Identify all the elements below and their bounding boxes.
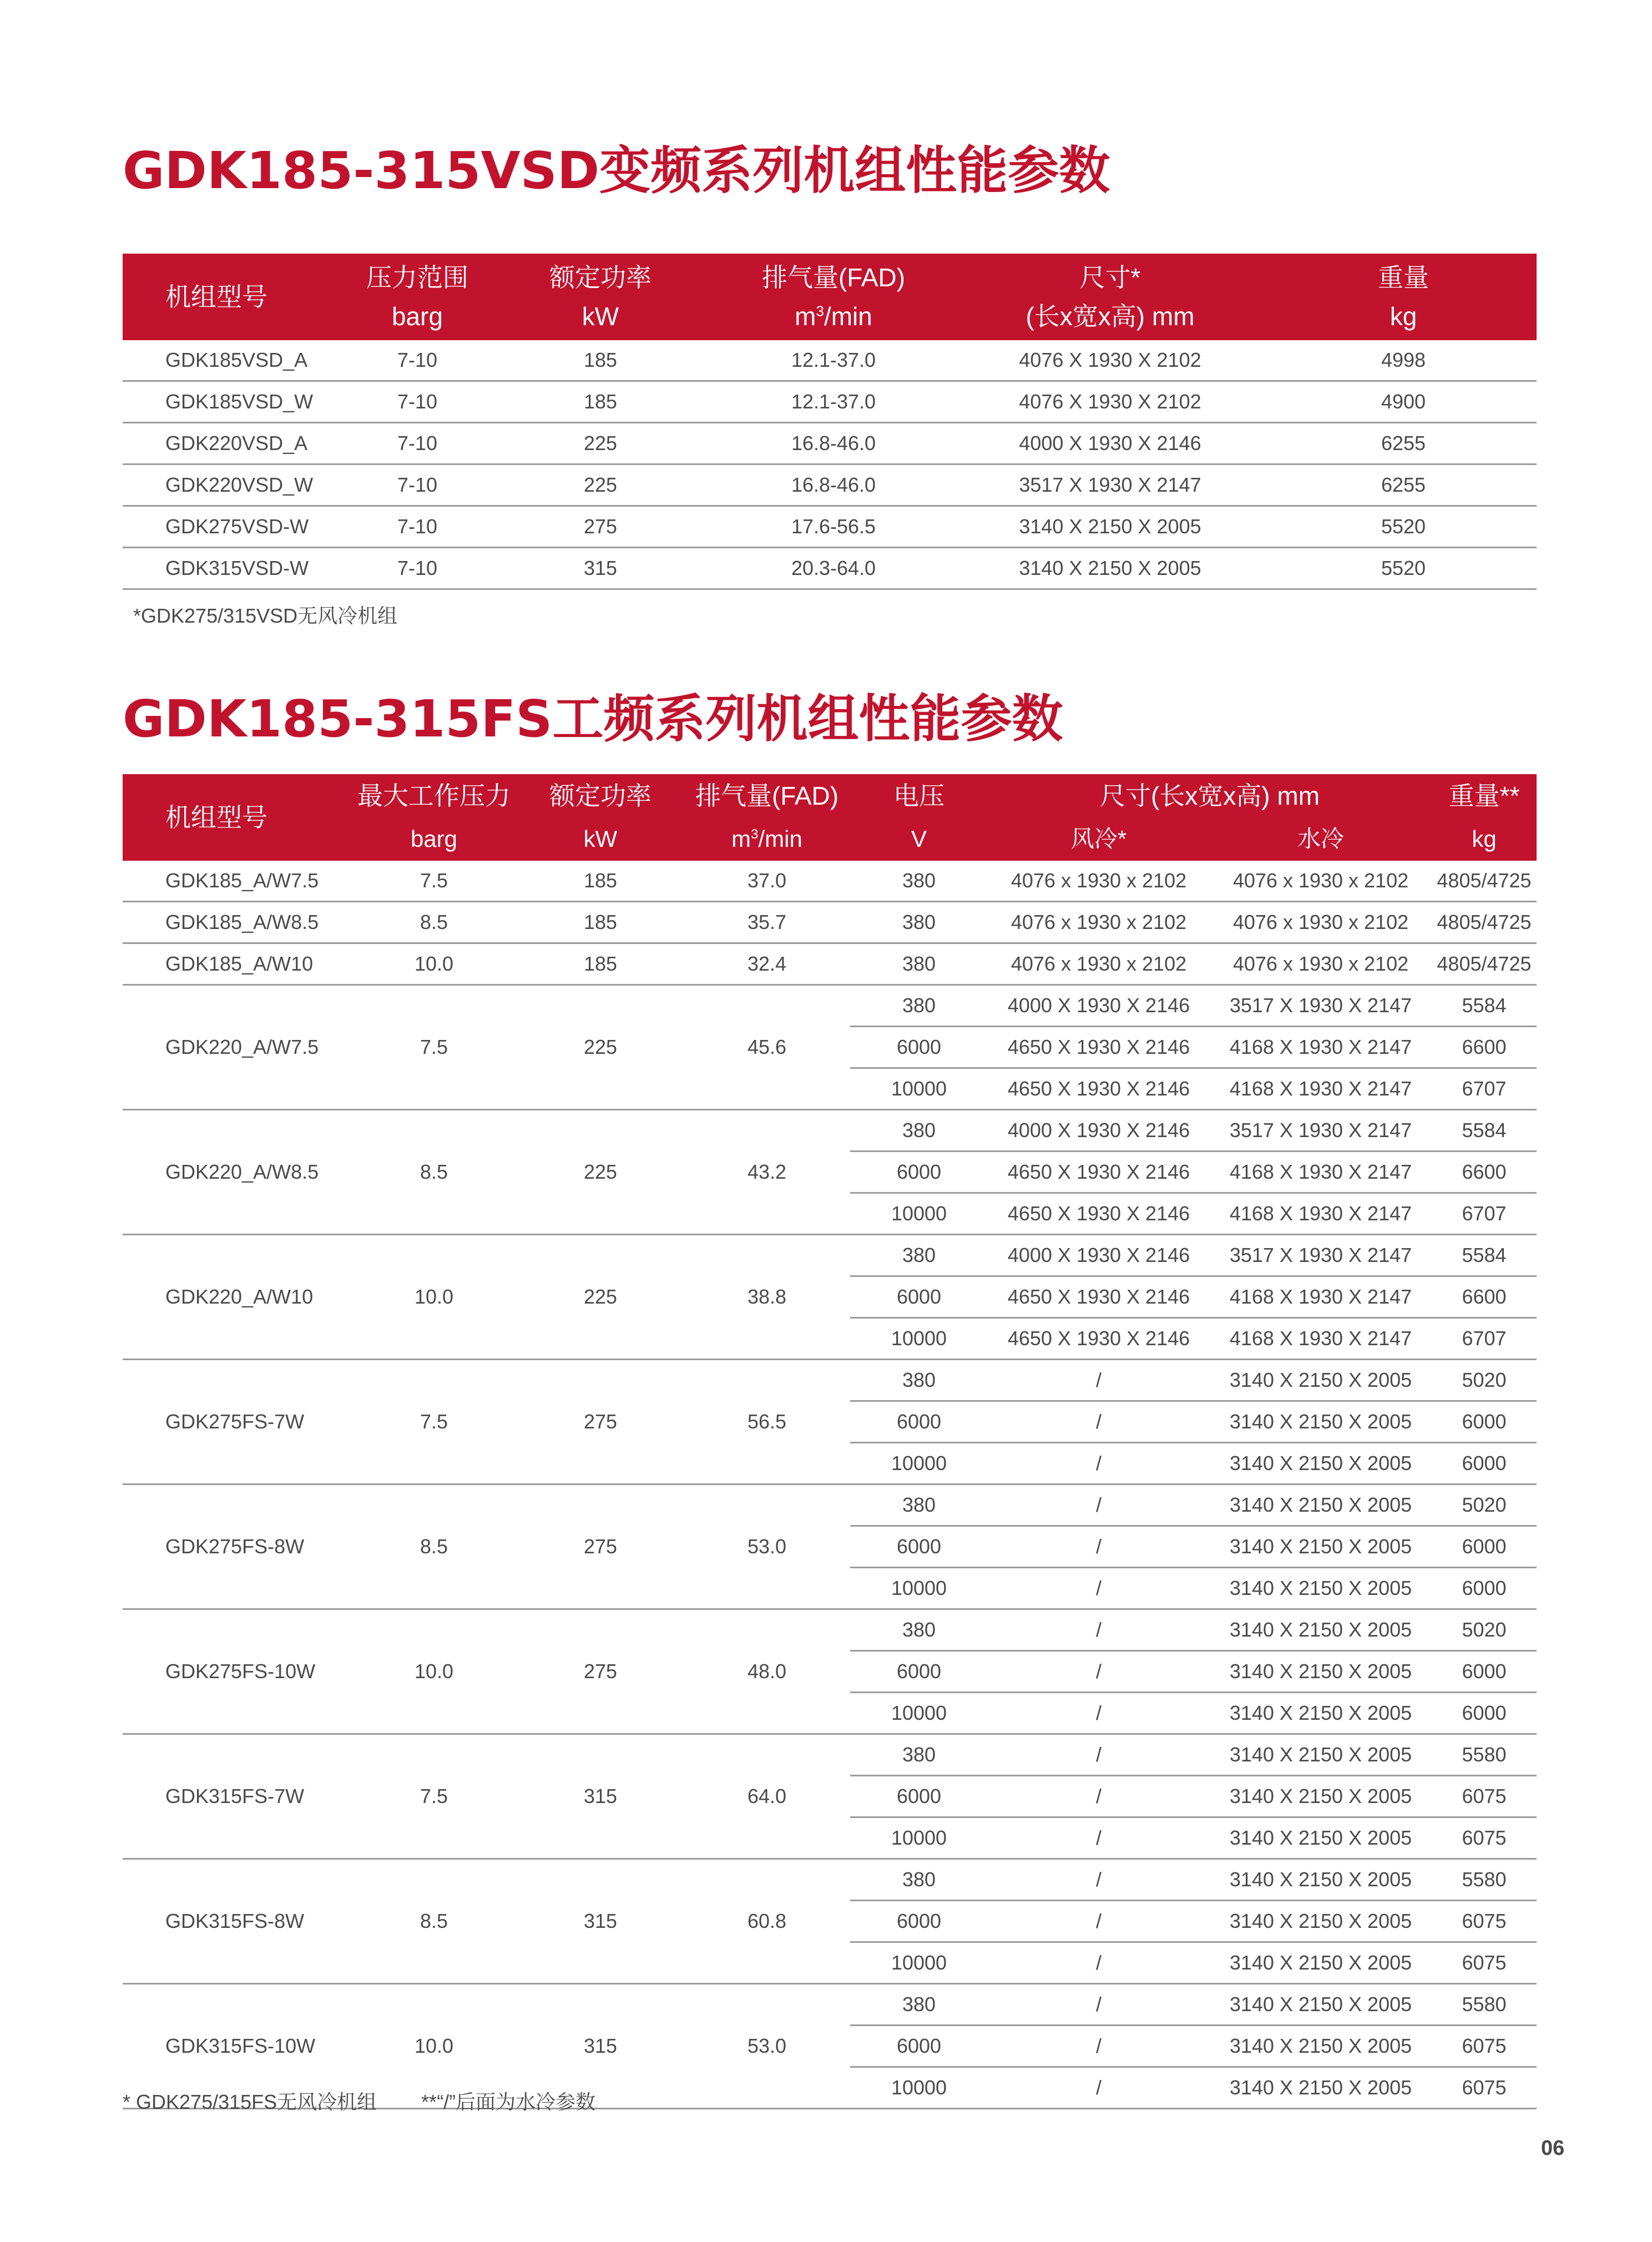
model-cell: GDK220_A/W10 bbox=[123, 1235, 351, 1360]
model-cell: GDK275VSD-W bbox=[123, 506, 351, 548]
model-cell: GDK220VSD_W bbox=[123, 464, 351, 506]
pressure-cell: 7.5 bbox=[351, 985, 517, 1110]
header-weight bbox=[1270, 254, 1537, 340]
weight-cell: 6600 bbox=[1432, 1276, 1537, 1318]
water-size-cell: 4168 X 1930 X 2147 bbox=[1210, 1276, 1432, 1318]
fad-unit-sup: 3 bbox=[751, 827, 759, 842]
water-size-cell: 3140 X 2150 X 2005 bbox=[1210, 1776, 1432, 1817]
weight-cell: 6255 bbox=[1270, 423, 1537, 464]
water-size-cell: 4076 x 1930 x 2102 bbox=[1210, 861, 1432, 902]
water-size-cell: 3140 X 2150 X 2005 bbox=[1210, 1901, 1432, 1942]
model-cell: GDK185_A/W7.5 bbox=[123, 861, 351, 902]
pressure-cell: 8.5 bbox=[351, 1859, 517, 1984]
table-header-row bbox=[123, 254, 1537, 340]
fad-cell: 60.8 bbox=[684, 1859, 850, 1984]
power-cell: 225 bbox=[517, 1235, 684, 1360]
weight-cell: 6000 bbox=[1432, 1526, 1537, 1568]
fs-footnote-2: **“/”后面为水冷参数 bbox=[421, 2090, 596, 2113]
air-size-cell: / bbox=[988, 1817, 1210, 1859]
fad-unit-m: m bbox=[795, 302, 816, 331]
weight-cell: 5020 bbox=[1432, 1360, 1537, 1401]
voltage-cell: 380 bbox=[850, 1360, 988, 1401]
pressure-unit-text: barg bbox=[410, 826, 458, 852]
air-size-cell: 4650 X 1930 X 2146 bbox=[988, 1276, 1210, 1318]
header-size-label: 尺寸* bbox=[1079, 263, 1141, 292]
size-cell: 3517 X 1930 X 2147 bbox=[950, 464, 1270, 506]
header-power-unit: kW bbox=[582, 302, 619, 331]
model-cell: GDK315FS-8W bbox=[123, 1859, 351, 1984]
water-size-cell: 4168 X 1930 X 2147 bbox=[1210, 1152, 1432, 1193]
table-row bbox=[123, 1984, 1537, 2026]
voltage-cell: 6000 bbox=[850, 1651, 988, 1693]
table-row bbox=[123, 1609, 1537, 1651]
weight-cell: 6075 bbox=[1432, 1942, 1537, 1984]
pressure-cell: 10.0 bbox=[351, 943, 517, 985]
header-air-cooled bbox=[988, 817, 1210, 861]
air-size-cell: / bbox=[988, 1942, 1210, 1984]
water-size-cell: 3140 X 2150 X 2005 bbox=[1210, 1942, 1432, 1984]
header-water-cooled bbox=[1210, 817, 1432, 861]
vsd-table-body bbox=[123, 340, 1537, 589]
power-cell: 315 bbox=[484, 548, 717, 589]
power-cell: 275 bbox=[517, 1360, 684, 1484]
table-row bbox=[123, 548, 1537, 589]
weight-cell: 6707 bbox=[1432, 1318, 1537, 1360]
table-header-row bbox=[123, 774, 1537, 817]
voltage-cell: 380 bbox=[850, 1235, 988, 1276]
pressure-cell: 8.5 bbox=[351, 1110, 517, 1235]
pressure-cell: 7-10 bbox=[351, 548, 484, 589]
air-size-cell: / bbox=[988, 1526, 1210, 1568]
table-row bbox=[123, 1859, 1537, 1901]
water-size-cell: 3140 X 2150 X 2005 bbox=[1210, 1651, 1432, 1693]
water-size-cell: 4168 X 1930 X 2147 bbox=[1210, 1193, 1432, 1235]
fad-cell: 16.8-46.0 bbox=[717, 464, 950, 506]
table-row bbox=[123, 506, 1537, 548]
model-cell: GDK220VSD_A bbox=[123, 423, 351, 464]
model-cell: GDK185_A/W10 bbox=[123, 943, 351, 985]
table-row bbox=[123, 902, 1537, 943]
voltage-cell: 6000 bbox=[850, 1276, 988, 1318]
water-size-cell: 3140 X 2150 X 2005 bbox=[1210, 1568, 1432, 1609]
air-size-cell: / bbox=[988, 1609, 1210, 1651]
size-cell: 4076 X 1930 X 2102 bbox=[950, 340, 1270, 381]
fad-cell: 48.0 bbox=[684, 1609, 850, 1734]
voltage-cell: 380 bbox=[850, 902, 988, 943]
air-size-cell: / bbox=[988, 1484, 1210, 1526]
voltage-cell: 380 bbox=[850, 861, 988, 902]
water-size-cell: 3140 X 2150 X 2005 bbox=[1210, 1734, 1432, 1776]
power-cell: 225 bbox=[517, 1110, 684, 1235]
weight-cell: 5580 bbox=[1432, 1984, 1537, 2026]
power-cell: 315 bbox=[517, 1984, 684, 2109]
weight-cell: 6075 bbox=[1432, 1817, 1537, 1859]
voltage-cell: 10000 bbox=[850, 1318, 988, 1360]
voltage-cell: 380 bbox=[850, 943, 988, 985]
model-cell: GDK315VSD-W bbox=[123, 548, 351, 589]
fad-cell: 53.0 bbox=[684, 1484, 850, 1609]
weight-cell: 6000 bbox=[1432, 1568, 1537, 1609]
power-cell: 315 bbox=[517, 1859, 684, 1984]
fad-cell: 45.6 bbox=[684, 985, 850, 1110]
weight-cell: 6707 bbox=[1432, 1193, 1537, 1235]
power-cell: 185 bbox=[517, 902, 684, 943]
power-unit-text: kW bbox=[583, 826, 618, 852]
water-size-cell: 3517 X 1930 X 2147 bbox=[1210, 1235, 1432, 1276]
header-fad bbox=[717, 254, 950, 340]
voltage-cell: 10000 bbox=[850, 2067, 988, 2109]
power-cell: 185 bbox=[484, 340, 717, 381]
table-row bbox=[123, 340, 1537, 381]
header-size-unit: (长x宽x高) mm bbox=[1025, 302, 1195, 331]
weight-cell: 6075 bbox=[1432, 2067, 1537, 2109]
water-size-cell: 3517 X 1930 X 2147 bbox=[1210, 1110, 1432, 1152]
table-row bbox=[123, 1235, 1537, 1276]
voltage-cell: 10000 bbox=[850, 1193, 988, 1235]
air-size-cell: 4076 x 1930 x 2102 bbox=[988, 943, 1210, 985]
weight-cell: 4900 bbox=[1270, 381, 1537, 423]
page-number: 06 bbox=[1541, 2137, 1565, 2160]
water-size-cell: 4076 x 1930 x 2102 bbox=[1210, 902, 1432, 943]
weight-cell: 5580 bbox=[1432, 1859, 1537, 1901]
voltage-cell: 10000 bbox=[850, 1443, 988, 1484]
header-pressure-unit: barg bbox=[391, 302, 443, 331]
voltage-cell: 380 bbox=[850, 985, 988, 1027]
header-power bbox=[484, 254, 717, 340]
fad-cell: 32.4 bbox=[684, 943, 850, 985]
pressure-cell: 7.5 bbox=[351, 1360, 517, 1484]
header-pressure-label: 压力范围 bbox=[366, 263, 468, 292]
water-size-cell: 3140 X 2150 X 2005 bbox=[1210, 1401, 1432, 1443]
voltage-unit-text: V bbox=[911, 826, 927, 852]
header-voltage-unit bbox=[850, 817, 988, 861]
fad-unit-min: /min bbox=[758, 826, 802, 852]
fad-unit-text bbox=[684, 820, 850, 859]
voltage-cell: 10000 bbox=[850, 1817, 988, 1859]
air-size-cell: / bbox=[988, 1568, 1210, 1609]
pressure-cell: 7.5 bbox=[351, 1734, 517, 1859]
pressure-cell: 10.0 bbox=[351, 1609, 517, 1734]
air-size-cell: 4650 X 1930 X 2146 bbox=[988, 1193, 1210, 1235]
pressure-cell: 8.5 bbox=[351, 1484, 517, 1609]
weight-cell: 6000 bbox=[1432, 1443, 1537, 1484]
water-size-cell: 3140 X 2150 X 2005 bbox=[1210, 1693, 1432, 1734]
size-cell: 3140 X 2150 X 2005 bbox=[950, 506, 1270, 548]
water-size-cell: 3140 X 2150 X 2005 bbox=[1210, 1984, 1432, 2026]
table-row bbox=[123, 381, 1537, 423]
model-cell: GDK220_A/W8.5 bbox=[123, 1110, 351, 1235]
voltage-cell: 6000 bbox=[850, 1526, 988, 1568]
water-size-cell: 4168 X 1930 X 2147 bbox=[1210, 1027, 1432, 1068]
voltage-cell: 6000 bbox=[850, 1027, 988, 1068]
model-cell: GDK275FS-8W bbox=[123, 1484, 351, 1609]
power-cell: 225 bbox=[484, 423, 717, 464]
header-power-unit bbox=[517, 817, 684, 861]
model-cell: GDK220_A/W7.5 bbox=[123, 985, 351, 1110]
size-cell: 4000 X 1930 X 2146 bbox=[950, 423, 1270, 464]
model-cell: GDK185VSD_W bbox=[123, 381, 351, 423]
power-cell: 275 bbox=[484, 506, 717, 548]
air-size-cell: / bbox=[988, 1901, 1210, 1942]
air-size-cell: 4650 X 1930 X 2146 bbox=[988, 1152, 1210, 1193]
weight-cell: 6600 bbox=[1432, 1152, 1537, 1193]
air-size-cell: 4650 X 1930 X 2146 bbox=[988, 1068, 1210, 1110]
table-row bbox=[123, 423, 1537, 464]
fad-cell: 56.5 bbox=[684, 1360, 850, 1484]
table-row bbox=[123, 943, 1537, 985]
fad-cell: 43.2 bbox=[684, 1110, 850, 1235]
fad-cell: 37.0 bbox=[684, 861, 850, 902]
pressure-cell: 7.5 bbox=[351, 861, 517, 902]
pressure-cell: 7-10 bbox=[351, 506, 484, 548]
vsd-footnote: *GDK275/315VSD无风冷机组 bbox=[133, 604, 398, 627]
table-row bbox=[123, 861, 1537, 902]
air-size-cell: / bbox=[988, 1859, 1210, 1901]
header-model: 机组型号 bbox=[123, 774, 351, 861]
fs-footnote-1: * GDK275/315FS无风冷机组 bbox=[123, 2090, 377, 2113]
voltage-cell: 380 bbox=[850, 1609, 988, 1651]
power-cell: 185 bbox=[484, 381, 717, 423]
weight-cell: 4805/4725 bbox=[1432, 902, 1537, 943]
voltage-cell: 380 bbox=[850, 1484, 988, 1526]
water-size-cell: 3140 X 2150 X 2005 bbox=[1210, 2067, 1432, 2109]
air-size-cell: / bbox=[988, 2067, 1210, 2109]
header-weight-unit bbox=[1432, 817, 1537, 861]
fad-unit-sup: 3 bbox=[816, 302, 824, 320]
fad-cell: 12.1-37.0 bbox=[717, 381, 950, 423]
fs-spec-table bbox=[123, 774, 1537, 2109]
weight-cell: 6075 bbox=[1432, 1776, 1537, 1817]
fad-cell: 35.7 bbox=[684, 902, 850, 943]
voltage-cell: 10000 bbox=[850, 1693, 988, 1734]
header-weight-unit: kg bbox=[1390, 302, 1417, 331]
voltage-cell: 380 bbox=[850, 1984, 988, 2026]
power-cell: 315 bbox=[517, 1734, 684, 1859]
power-cell: 185 bbox=[517, 943, 684, 985]
water-size-cell: 3140 X 2150 X 2005 bbox=[1210, 1484, 1432, 1526]
model-cell: GDK185VSD_A bbox=[123, 340, 351, 381]
header-fad-unit bbox=[717, 297, 950, 336]
weight-cell: 4998 bbox=[1270, 340, 1537, 381]
weight-cell: 6707 bbox=[1432, 1068, 1537, 1110]
water-size-cell: 3140 X 2150 X 2005 bbox=[1210, 1360, 1432, 1401]
header-pressure bbox=[351, 254, 484, 340]
model-cell: GDK185_A/W8.5 bbox=[123, 902, 351, 943]
voltage-cell: 6000 bbox=[850, 1901, 988, 1942]
air-size-cell: / bbox=[988, 1693, 1210, 1734]
header-weight-label: 重量 bbox=[1378, 263, 1429, 292]
fad-cell: 12.1-37.0 bbox=[717, 340, 950, 381]
air-size-cell: / bbox=[988, 1401, 1210, 1443]
header-pressure: 最大工作压力 bbox=[351, 774, 517, 817]
header-weight: 重量** bbox=[1432, 774, 1537, 817]
power-cell: 275 bbox=[517, 1609, 684, 1734]
table-row bbox=[123, 1484, 1537, 1526]
table-row bbox=[123, 1734, 1537, 1776]
water-size-cell: 3517 X 1930 X 2147 bbox=[1210, 985, 1432, 1027]
water-size-cell: 3140 X 2150 X 2005 bbox=[1210, 1443, 1432, 1484]
header-size bbox=[950, 254, 1270, 340]
fs-footnote bbox=[123, 2087, 640, 2115]
voltage-cell: 10000 bbox=[850, 1568, 988, 1609]
weight-cell: 5584 bbox=[1432, 1235, 1537, 1276]
power-cell: 225 bbox=[517, 985, 684, 1110]
pressure-cell: 7-10 bbox=[351, 464, 484, 506]
voltage-cell: 10000 bbox=[850, 1942, 988, 1984]
weight-cell: 6255 bbox=[1270, 464, 1537, 506]
vsd-spec-table bbox=[123, 254, 1537, 590]
air-cooled-text: 风冷* bbox=[1070, 826, 1127, 852]
voltage-cell: 6000 bbox=[850, 1776, 988, 1817]
model-cell: GDK275FS-7W bbox=[123, 1360, 351, 1484]
water-size-cell: 3140 X 2150 X 2005 bbox=[1210, 2026, 1432, 2067]
air-size-cell: 4650 X 1930 X 2146 bbox=[988, 1318, 1210, 1360]
water-size-cell: 4168 X 1930 X 2147 bbox=[1210, 1318, 1432, 1360]
weight-cell: 5020 bbox=[1432, 1609, 1537, 1651]
table-row bbox=[123, 985, 1537, 1027]
voltage-cell: 6000 bbox=[850, 2026, 988, 2067]
power-cell: 225 bbox=[484, 464, 717, 506]
weight-cell: 6000 bbox=[1432, 1401, 1537, 1443]
weight-unit-text: kg bbox=[1472, 826, 1497, 852]
header-fad: 排气量(FAD) bbox=[684, 774, 850, 817]
air-size-cell: 4000 X 1930 X 2146 bbox=[988, 1235, 1210, 1276]
header-size: 尺寸(长x宽x高) mm bbox=[988, 774, 1432, 817]
power-cell: 185 bbox=[517, 861, 684, 902]
weight-cell: 6075 bbox=[1432, 1901, 1537, 1942]
weight-cell: 6075 bbox=[1432, 2026, 1537, 2067]
water-size-cell: 4168 X 1930 X 2147 bbox=[1210, 1068, 1432, 1110]
weight-cell: 5520 bbox=[1270, 506, 1537, 548]
header-fad-label: 排气量(FAD) bbox=[761, 263, 906, 292]
fad-cell: 38.8 bbox=[684, 1235, 850, 1360]
air-size-cell: / bbox=[988, 1984, 1210, 2026]
water-size-cell: 3140 X 2150 X 2005 bbox=[1210, 1609, 1432, 1651]
model-cell: GDK315FS-10W bbox=[123, 1984, 351, 2109]
air-size-cell: 4076 x 1930 x 2102 bbox=[988, 861, 1210, 902]
table-row bbox=[123, 464, 1537, 506]
air-size-cell: 4076 x 1930 x 2102 bbox=[988, 902, 1210, 943]
weight-cell: 5020 bbox=[1432, 1484, 1537, 1526]
fad-cell: 17.6-56.5 bbox=[717, 506, 950, 548]
voltage-cell: 380 bbox=[850, 1734, 988, 1776]
model-cell: GDK275FS-10W bbox=[123, 1609, 351, 1734]
water-size-cell: 3140 X 2150 X 2005 bbox=[1210, 1526, 1432, 1568]
water-size-cell: 4076 x 1930 x 2102 bbox=[1210, 943, 1432, 985]
weight-cell: 5584 bbox=[1432, 985, 1537, 1027]
air-size-cell: / bbox=[988, 1734, 1210, 1776]
header-model: 机组型号 bbox=[123, 254, 351, 340]
weight-cell: 5584 bbox=[1432, 1110, 1537, 1152]
header-fad-unit bbox=[684, 817, 850, 861]
air-size-cell: / bbox=[988, 1776, 1210, 1817]
air-size-cell: / bbox=[988, 1443, 1210, 1484]
fad-cell: 64.0 bbox=[684, 1734, 850, 1859]
voltage-cell: 10000 bbox=[850, 1068, 988, 1110]
pressure-cell: 10.0 bbox=[351, 1984, 517, 2109]
air-size-cell: 4000 X 1930 X 2146 bbox=[988, 985, 1210, 1027]
voltage-cell: 6000 bbox=[850, 1401, 988, 1443]
air-size-cell: / bbox=[988, 2026, 1210, 2067]
pressure-cell: 10.0 bbox=[351, 1235, 517, 1360]
weight-cell: 4805/4725 bbox=[1432, 861, 1537, 902]
weight-cell: 6000 bbox=[1432, 1693, 1537, 1734]
weight-cell: 4805/4725 bbox=[1432, 943, 1537, 985]
pressure-cell: 7-10 bbox=[351, 381, 484, 423]
model-cell: GDK315FS-7W bbox=[123, 1734, 351, 1859]
table-row bbox=[123, 1360, 1537, 1401]
air-size-cell: / bbox=[988, 1651, 1210, 1693]
pressure-cell: 7-10 bbox=[351, 423, 484, 464]
size-cell: 3140 X 2150 X 2005 bbox=[950, 548, 1270, 589]
table-row bbox=[123, 1110, 1537, 1152]
voltage-cell: 380 bbox=[850, 1110, 988, 1152]
water-size-cell: 3140 X 2150 X 2005 bbox=[1210, 1817, 1432, 1859]
weight-cell: 6600 bbox=[1432, 1027, 1537, 1068]
pressure-cell: 8.5 bbox=[351, 902, 517, 943]
air-size-cell: / bbox=[988, 1360, 1210, 1401]
weight-cell: 6000 bbox=[1432, 1651, 1537, 1693]
fs-table-body bbox=[123, 861, 1537, 2109]
size-cell: 4076 X 1930 X 2102 bbox=[950, 381, 1270, 423]
voltage-cell: 6000 bbox=[850, 1152, 988, 1193]
air-size-cell: 4650 X 1930 X 2146 bbox=[988, 1027, 1210, 1068]
water-cooled-text: 水冷 bbox=[1297, 826, 1344, 852]
water-size-cell: 3140 X 2150 X 2005 bbox=[1210, 1859, 1432, 1901]
fad-unit-min: /min bbox=[824, 302, 872, 331]
fad-cell: 20.3-64.0 bbox=[717, 548, 950, 589]
vsd-table-title: GDK185-315VSD变频系列机组性能参数 bbox=[123, 141, 1110, 200]
fad-cell: 16.8-46.0 bbox=[717, 423, 950, 464]
power-cell: 275 bbox=[517, 1484, 684, 1609]
voltage-cell: 380 bbox=[850, 1859, 988, 1901]
header-power-label: 额定功率 bbox=[549, 263, 651, 292]
header-power: 额定功率 bbox=[517, 774, 684, 817]
weight-cell: 5580 bbox=[1432, 1734, 1537, 1776]
air-size-cell: 4000 X 1930 X 2146 bbox=[988, 1110, 1210, 1152]
pressure-cell: 7-10 bbox=[351, 340, 484, 381]
fad-unit-m: m bbox=[731, 826, 751, 852]
weight-cell: 5520 bbox=[1270, 548, 1537, 589]
fs-table-title: GDK185-315FS工频系列机组性能参数 bbox=[123, 689, 1063, 749]
fad-cell: 53.0 bbox=[684, 1984, 850, 2109]
header-pressure-unit bbox=[351, 817, 517, 861]
header-voltage: 电压 bbox=[850, 774, 988, 817]
